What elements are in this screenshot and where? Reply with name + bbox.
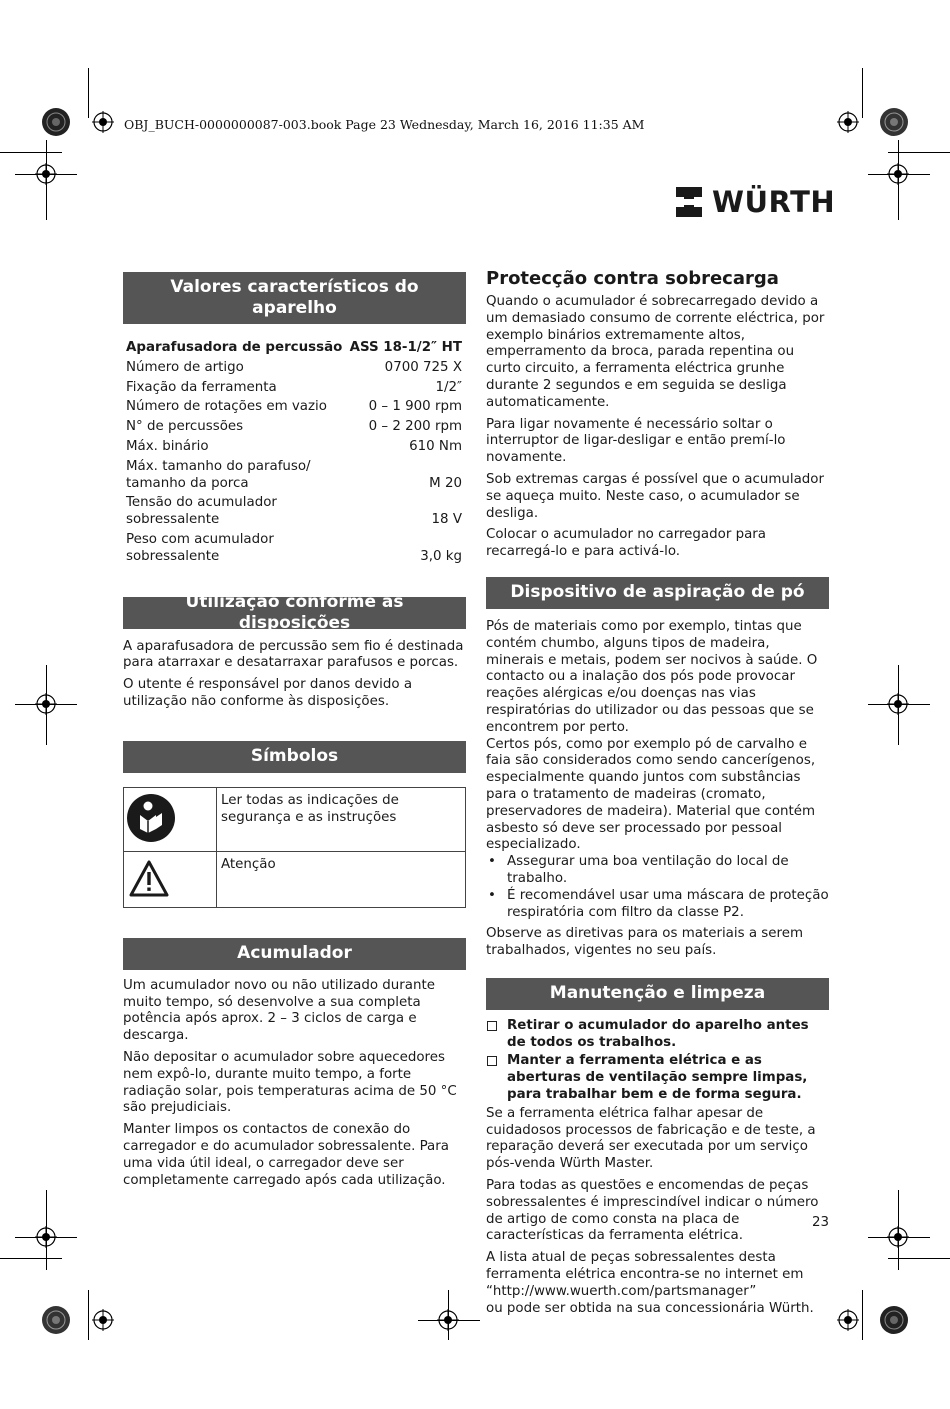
table-row xyxy=(123,495,466,532)
paragraph: Quando o acumulador é sobrecarregado devido a um demasiado consumo de corrente eléctrica, por exemplo binários extremamente altos, emperramento da broca, parada repentina ou curto circuito, a ferramenta eléctrica grunhe durante 2 segundos e em seguida se desliga automaticamente. xyxy=(486,294,825,410)
spec-value: 1/2″ xyxy=(435,379,462,395)
registration-mark-icon xyxy=(887,693,909,715)
spec-label: Número de artigo xyxy=(126,359,244,375)
section-heading-manutencao: Manutenção e limpeza xyxy=(486,978,829,1010)
table-row xyxy=(123,419,466,439)
paragraph: Se a ferramenta elétrica falhar apesar de cuidadosos processos de fabricação e de teste, a reparação deverá ser executada por um serviço pós-venda Würth Master. xyxy=(486,1105,816,1172)
color-register-disk-icon xyxy=(41,1305,71,1335)
right-column xyxy=(486,268,829,1317)
read-manual-icon xyxy=(126,793,176,843)
symbol-icon-cell xyxy=(124,851,217,907)
logo-text: WÜRTH xyxy=(712,185,836,219)
section-heading-acumulador: Acumulador xyxy=(123,938,466,970)
paragraph: Manter limpos os contactos de conexão do carregador e do acumulador sobressalente. Para uma vida útil ideal, o carregador deve ser completamente carregado após cada utilização. xyxy=(123,1122,449,1188)
paragraph: Para ligar novamente é necessário soltar o interruptor de ligar-desligar e então premí-lo novamente. xyxy=(486,416,786,466)
specs-header-row xyxy=(123,340,466,360)
section-heading-aspiracao: Dispositivo de aspiração de pó xyxy=(486,577,829,609)
checklist-item xyxy=(486,1053,829,1103)
checkbox-icon xyxy=(487,1056,497,1066)
left-column xyxy=(123,272,466,1194)
paragraph: Um acumulador novo ou não utilizado durante muito tempo, só desenvolve a sua completa potência após aprox. 2 – 3 ciclos de carga e descarga. xyxy=(123,977,435,1044)
product-model: ASS 18-1/2″ HT xyxy=(349,340,462,355)
spec-value: 0 – 2 200 rpm xyxy=(368,419,462,435)
registration-mark-icon xyxy=(837,111,859,133)
parts-url: “http://www.wuerth.com/partsmanager” xyxy=(486,1283,757,1299)
color-register-disk-icon xyxy=(41,107,71,137)
registration-mark-icon xyxy=(35,163,57,185)
spec-label: Tensão do acumulador sobressalente xyxy=(126,495,277,528)
table-row xyxy=(124,851,466,907)
table-row xyxy=(123,439,466,459)
symbol-icon-cell xyxy=(124,787,217,851)
paragraph: Para todas as questões e encomendas de peças sobressalentes é imprescindível indicar o número de artigo de como consta na placa de características da ferramenta elétrica. xyxy=(486,1178,819,1244)
spec-label: Peso com acumulador sobressalente xyxy=(126,531,274,564)
spec-label: N° de percussões xyxy=(126,419,244,435)
specs-table xyxy=(123,340,466,569)
table-row xyxy=(123,380,466,400)
registration-mark-icon xyxy=(887,1226,909,1248)
registration-mark-icon xyxy=(92,111,114,133)
symbol-text: Atenção xyxy=(217,851,466,907)
table-row xyxy=(123,360,466,380)
spec-value: 0 – 1 900 rpm xyxy=(368,399,462,415)
paragraph: Colocar o acumulador no carregador para recarregá-lo e para activá-lo. xyxy=(486,527,766,560)
spec-label: Máx. binário xyxy=(126,438,209,454)
spec-value: M 20 xyxy=(429,475,462,491)
registration-mark-icon xyxy=(35,693,57,715)
spec-label: Fixação da ferramenta xyxy=(126,379,277,395)
section-heading-simbolos: Símbolos xyxy=(123,741,466,773)
page-number: 23 xyxy=(812,1215,830,1230)
section-heading-utilizacao: Utilização conforme as disposições xyxy=(123,597,466,629)
symbol-text: Ler todas as indicações de segurança e as instruções xyxy=(217,787,466,851)
table-row xyxy=(123,532,466,569)
warning-triangle-icon xyxy=(129,860,169,898)
paragraph: Observe as diretivas para os materiais a serem trabalhados, vigentes no seu país. xyxy=(486,926,804,959)
wurth-logo xyxy=(674,185,835,219)
table-row xyxy=(123,399,466,419)
registration-mark-icon xyxy=(837,1309,859,1331)
checklist-item xyxy=(486,1018,829,1052)
spec-value: 3,0 kg xyxy=(420,548,462,564)
bullet-list xyxy=(486,854,829,921)
section-heading-specs: Valores característicos do aparelho xyxy=(123,272,466,324)
list-item: • É recomendável usar uma máscara de proteção respiratória com filtro da classe P2. xyxy=(486,888,829,922)
paragraph: Não depositar o acumulador sobre aquecedores nem expô-lo, durante muito tempo, a forte radiação solar, pois temperaturas acima de 50 °C são prejudiciais. xyxy=(123,1049,457,1116)
spec-label: Máx. tamanho do parafuso/ tamanho da porca xyxy=(126,458,311,491)
section-heading-proteccao: Protecção contra sobrecarga xyxy=(486,268,779,289)
product-label: Aparafusadora de percussão xyxy=(126,340,343,355)
list-item: • Assegurar uma boa ventilação do local de trabalho. xyxy=(486,854,829,888)
spec-label: Número de rotações em vazio xyxy=(126,399,327,415)
paragraph: Certos pós, como por exemplo pó de carvalho e faia são considerados como sendo cancerígenos, especialmente quando juntos com substâncias para o tratamento de madeiras (cromato, preservadores de madeira). Material que contém asbesto só deve ser processado por pessoal especializado. xyxy=(486,736,816,853)
checklist-text: Manter a ferramenta elétrica e as aberturas de ventilação sempre limpas, para trabalhar bem e de forma segura. xyxy=(507,1053,808,1103)
paragraph: Sob extremas cargas é possível que o acumulador se aqueça muito. Neste caso, o acumulador se desliga. xyxy=(486,471,824,521)
registration-mark-icon xyxy=(887,163,909,185)
checklist-text: Retirar o acumulador do aparelho antes de todos os trabalhos. xyxy=(507,1017,809,1050)
paragraph: A aparafusadora de percussão sem fio é destinada para atarraxar e desatarraxar parafusos e porcas. xyxy=(123,638,464,671)
registration-mark-icon xyxy=(92,1309,114,1331)
paragraph: A lista atual de peças sobressalentes desta ferramenta elétrica encontra-se no internet em xyxy=(486,1250,804,1283)
paragraph: ou pode ser obtida na sua concessionária Würth. xyxy=(486,1300,814,1316)
spec-value: 18 V xyxy=(431,512,462,528)
paragraph: Pós de materiais como por exemplo, tintas que contém chumbo, alguns tipos de madeira, minerais e metais, podem ser nocivos à saúde. O contacto ou a inalação dos pós pode provocar reações alérgicas e/ou doenças nas vias respiratórias do utilizador ou das pessoas que se encontrem por perto. xyxy=(486,618,818,735)
table-row xyxy=(123,459,466,496)
book-info-line: OBJ_BUCH-0000000087-003.book Page 23 Wednesday, March 16, 2016 11:35 AM xyxy=(124,117,645,132)
checkbox-icon xyxy=(487,1021,497,1031)
registration-mark-icon xyxy=(437,1309,459,1331)
color-register-disk-icon xyxy=(879,1305,909,1335)
registration-mark-icon xyxy=(35,1226,57,1248)
wurth-emblem-icon xyxy=(674,185,704,219)
paragraph: O utente é responsável por danos devido a utilização não conforme às disposições. xyxy=(123,677,413,709)
color-register-disk-icon xyxy=(879,107,909,137)
symbols-table xyxy=(123,787,466,908)
table-row xyxy=(124,787,466,851)
spec-value: 610 Nm xyxy=(409,438,462,454)
spec-value: 0700 725 X xyxy=(384,359,462,375)
